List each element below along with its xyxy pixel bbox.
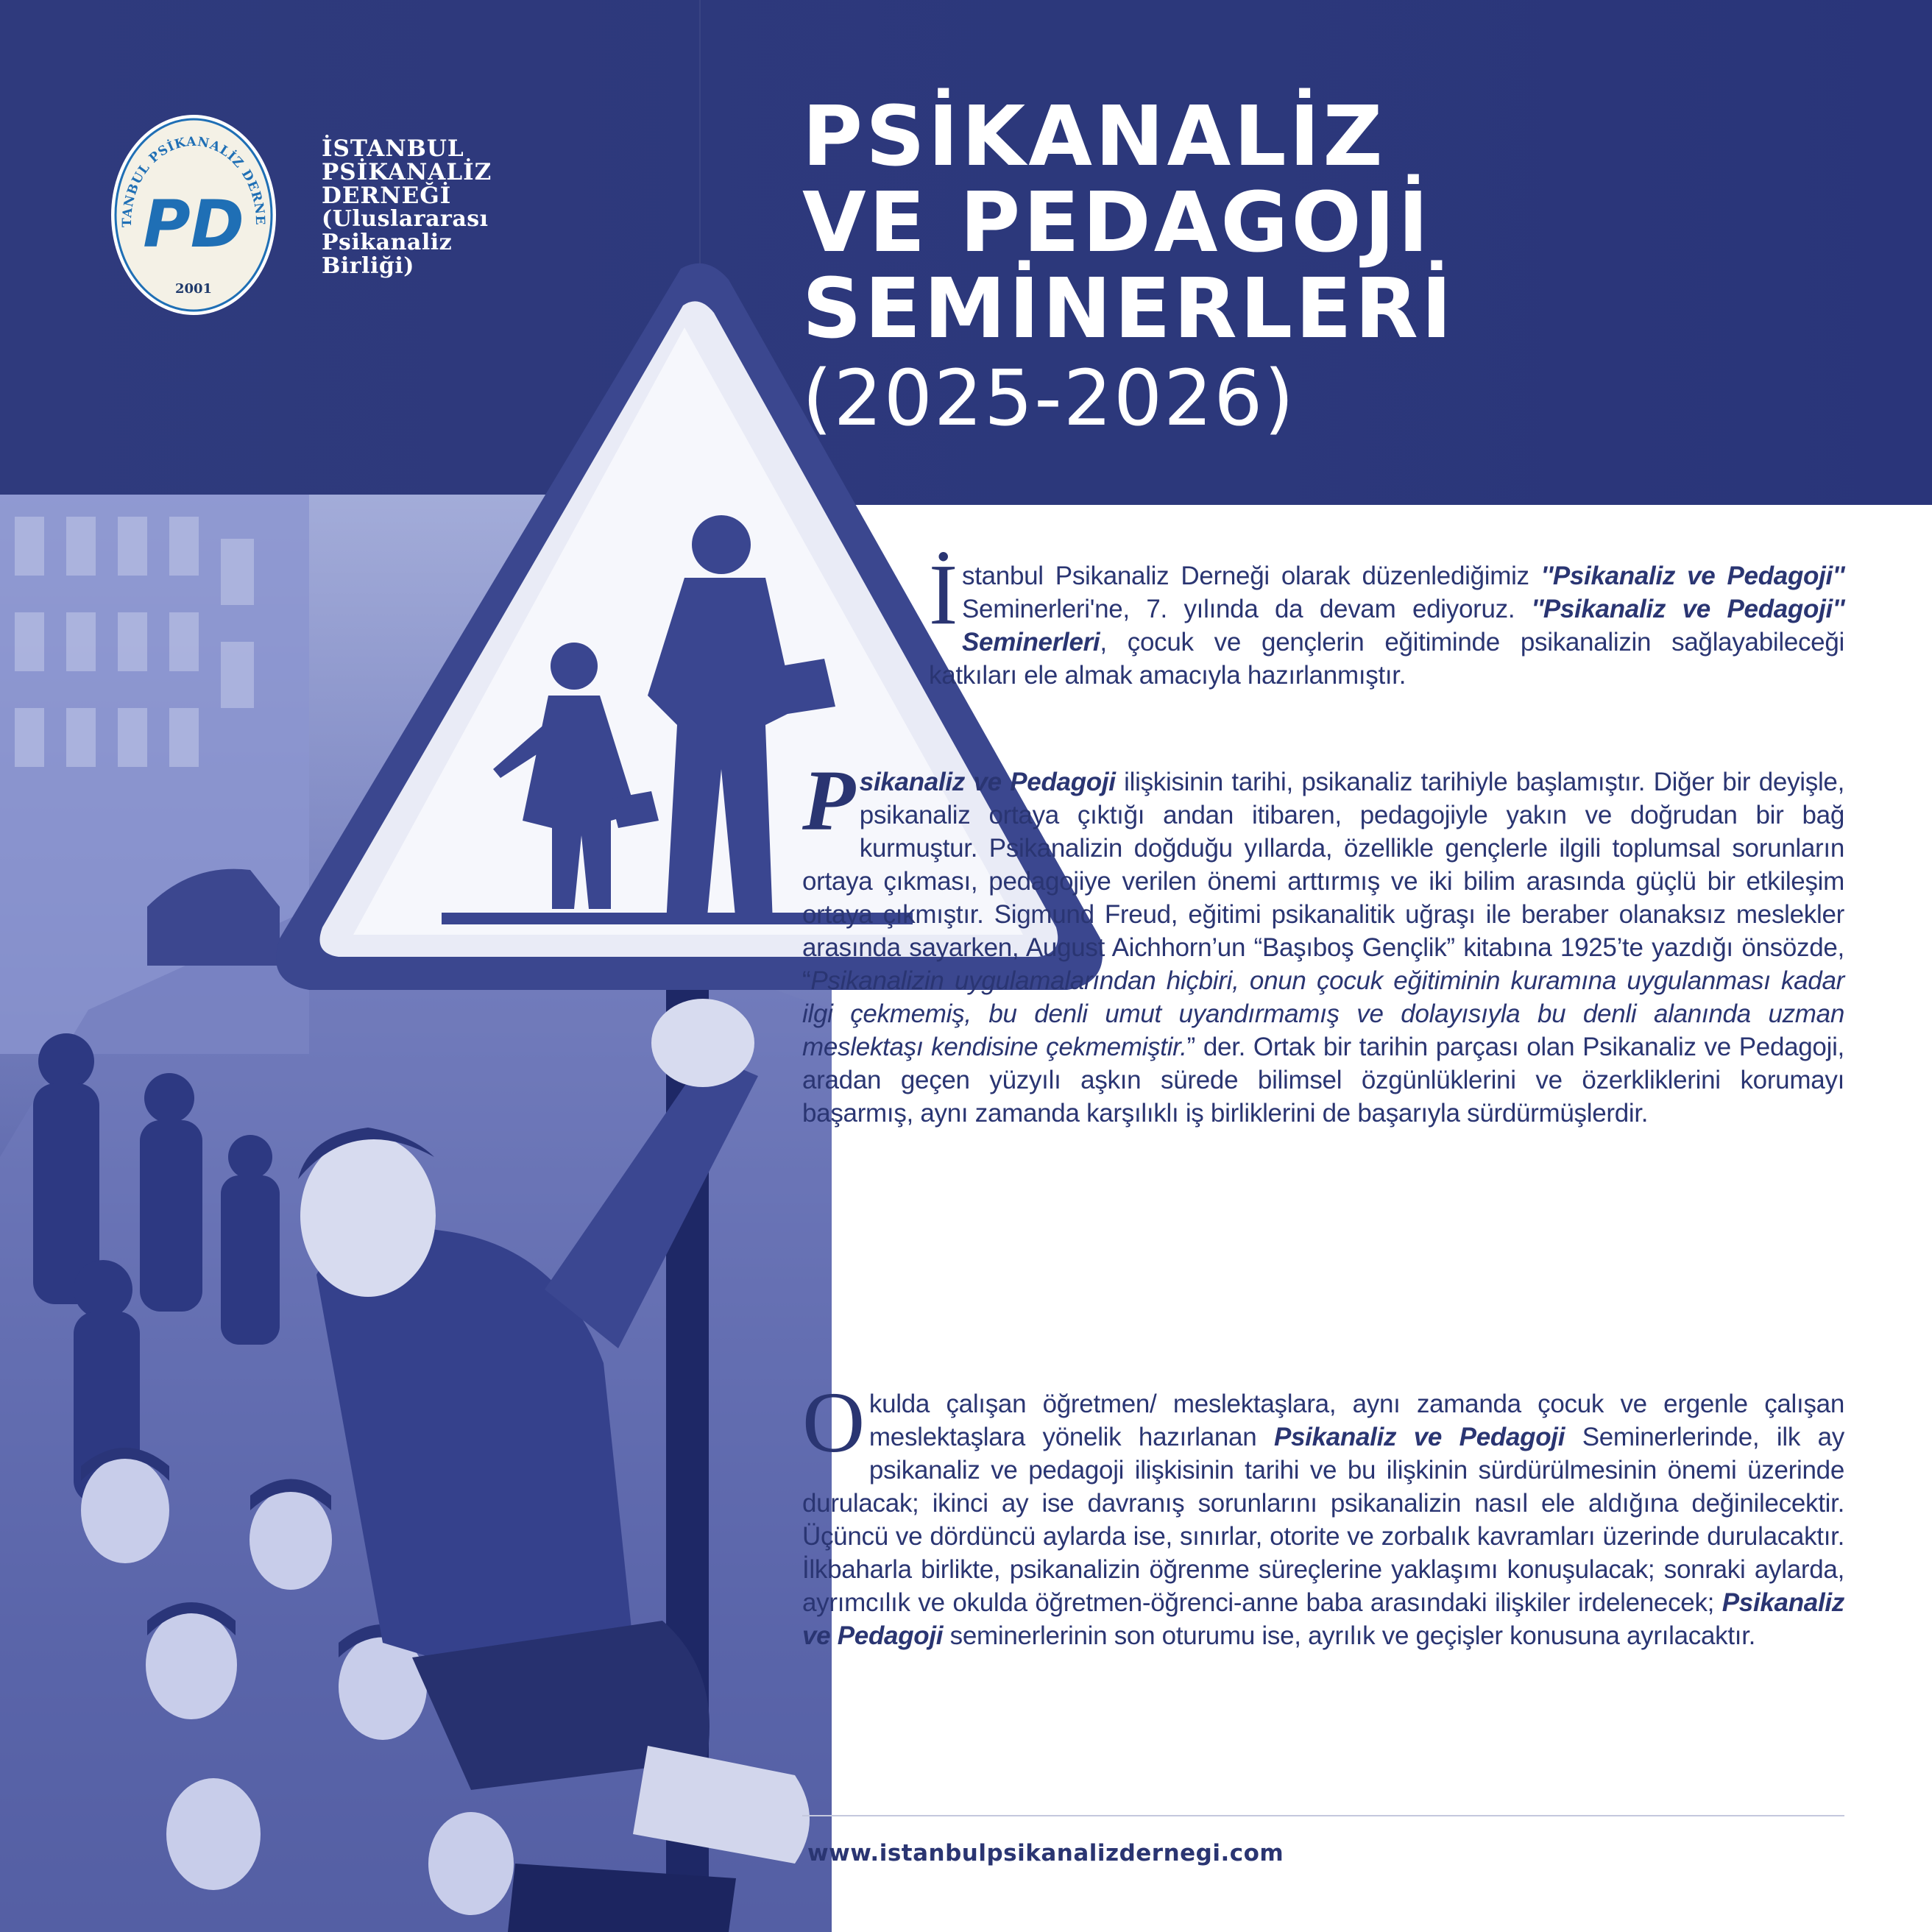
emphasis-text: ''Psikanaliz ve Pedagoji'' (1540, 562, 1844, 590)
association-logo (109, 113, 278, 317)
emphasis-text: ''Psikanaliz ve Pedagoji'' Seminerleri (962, 595, 1844, 657)
title-line-2: VE PEDAGOJİ (802, 175, 1432, 271)
logo-year: 2001 (174, 281, 213, 297)
paragraph-text: seminerlerinin son oturumu ise, ayrılık ve geçişler konusuna ayrılacaktır. (943, 1621, 1756, 1650)
title-years: (2025-2026) (802, 353, 1296, 443)
quote-text: Psikanalizin uygulamalarından hiçbiri, onun çocuk eğitiminin kuramına uygulanması kadar ilgi çekmemiş, bu denli umut uyandırmamış ve dolayısıyla bu denli alanında uzman meslektaşı kendisine çekmemiştir. (802, 966, 1844, 1061)
history-paragraph (802, 752, 1845, 1130)
org-name-line: Psikanaliz (322, 230, 453, 255)
page-title (802, 89, 1833, 443)
emphasis-text: sikanaliz ve Pedagoji (859, 768, 1116, 796)
org-name-line: DERNEĞİ (322, 183, 452, 209)
org-name-line: PSİKANALİZ (322, 159, 492, 185)
dropcap: P (802, 752, 855, 849)
website-link[interactable]: www.istanbulpsikanalizdernegi.com (807, 1840, 1284, 1866)
paragraph-text: , çocuk ve gençlerin eğitiminde psikanalizin sağlayabileceği katkıları ele almak amacıyla hazırlanmıştır. (929, 628, 1844, 690)
org-name-line: İSTANBUL (322, 135, 464, 162)
footer-divider (802, 1815, 1844, 1816)
org-name-line: (Uluslararası (322, 206, 489, 232)
paragraph-text: stanbul Psikanaliz Derneği olarak düzenlediğimiz (962, 562, 1541, 590)
emphasis-text: Psikanaliz ve Pedagoji (802, 1588, 1844, 1650)
paragraph-text: kulda çalışan öğretmen/ meslektaşlara, aynı zamanda çocuk ve ergenle çalışan meslektaşlara yönelik hazırlanan (868, 1390, 1844, 1451)
paragraph-text: Seminerlerinde, ilk ay psikanaliz ve pedagoji ilişkisinin tarihi ve bu ilişkinin sürdürülmesinin önemi üzerinde durulacak; ikinci ay ise davranış sorunlarını psikanalizin nasıl ele aldığına değinilecektir. Üçüncü ve dördüncü aylarda ise, sınırlar, otorite ve zorbalık kavramları üzerinde durulacaktır. İlkbaharla birlikte, psikanalizin öğrenme süreçlerine yaklaşımı konuşulacak; sonraki aylarda, ayrımcılık ve okulda öğretmen-öğrenci-anne baba arasındaki ilişkiler irdelenecek; (802, 1423, 1844, 1617)
paragraph-text: Seminerleri'ne, 7. yılında da devam ediyoruz. (962, 595, 1532, 623)
dropcap: O (802, 1374, 865, 1471)
dropcap: İ (929, 546, 958, 643)
org-name-line: Birliği) (322, 253, 414, 279)
organization-name (322, 137, 565, 278)
program-paragraph (802, 1374, 1844, 1652)
paragraph-text: ” der. Ortak bir tarihin parçası olan Psikanaliz ve Pedagoji, aradan geçen yüzyılı aşkın sürede bilimsel özgünlüklerini ve özerkliklerini korumayı başarmış, aynı zamanda karşılıklı iş birliklerini de başarıyla sürdürmüşlerdir. (802, 1033, 1844, 1128)
title-line-1: PSİKANALİZ (802, 89, 1386, 185)
intro-paragraph (929, 546, 1844, 692)
logo-monogram: PD (143, 186, 244, 262)
paragraph-text: ilişkisinin tarihi, psikanaliz tarihiyle başlamıştır. Diğer bir deyişle, psikanaliz ortaya çıktığı andan itibaren, pedagojiyle yakın ve doğrudan bir bağ kurmuştur. Psikanalizin doğduğu yıllarda, özellikle gençlerle ilgili toplumsal sorunların ortaya çıkması, pedagojiye verilen önemi arttırmış ve iki bilim arasında güçlü bir etkileşim ortaya çıkmıştır. Sigmund Freud, eğitimi psikanalitik uğraşı ile beraber olanaksız meslekler arasında sayarken, August Aichhorn’un “Başıboş Gençlik” kitabına 1925’te yazdığı önsözde, “ (802, 768, 1845, 995)
emphasis-text: Psikanaliz ve Pedagoji (1273, 1423, 1565, 1451)
logo-ring-text: TANBUL PSİKANALİZ DERNE (119, 134, 268, 227)
title-line-3: SEMİNERLERİ (802, 261, 1455, 357)
